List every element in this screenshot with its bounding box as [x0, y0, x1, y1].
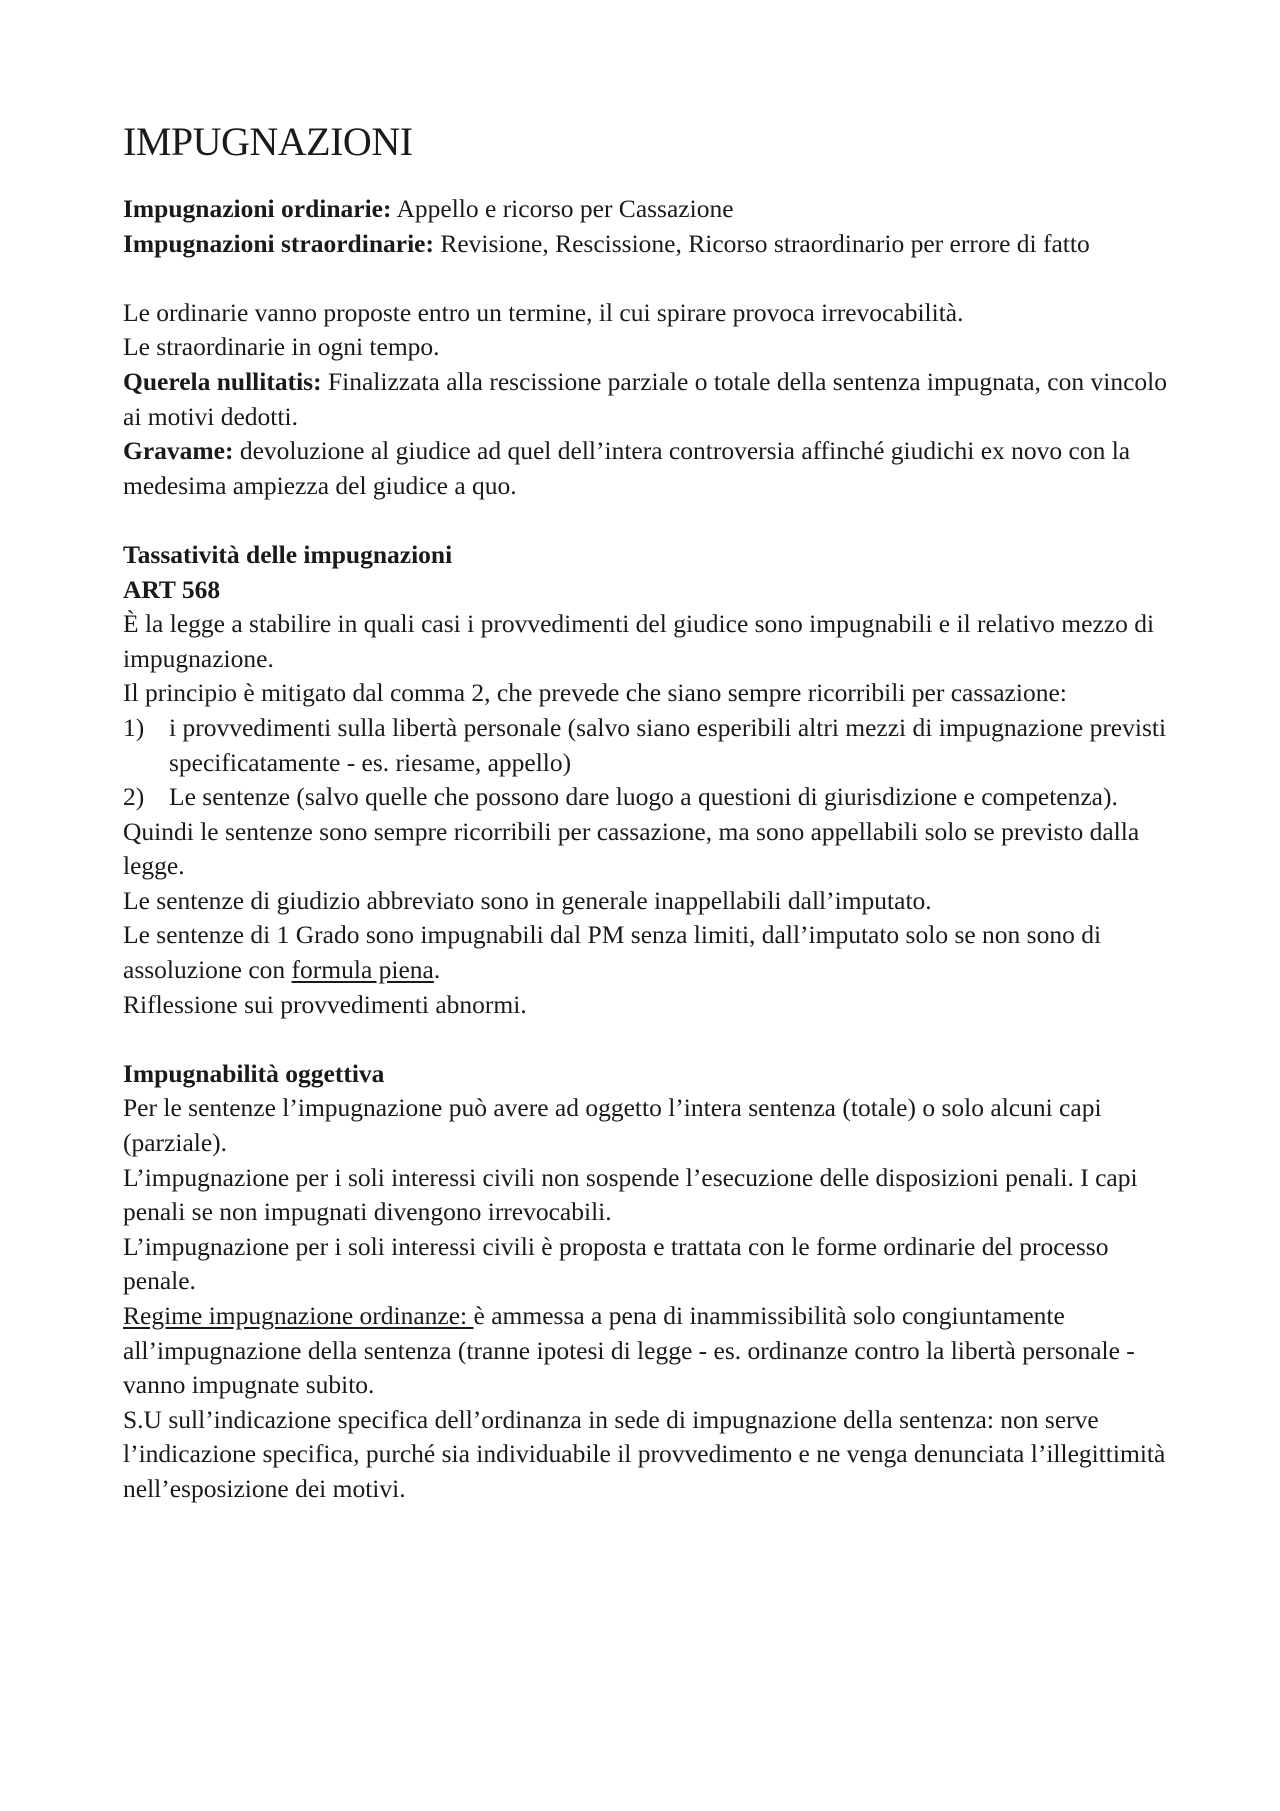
- straordinarie-text: Revisione, Rescissione, Ricorso straordinario per errore di fatto: [433, 228, 1090, 258]
- querela-text: Finalizzata alla rescissione parziale o totale della sentenza impugnata, con vincolo ai motivi dedotti.: [123, 366, 1167, 431]
- p5-end: .: [433, 955, 441, 985]
- impugnabilita-p1: Per le sentenze l’impugnazione può avere ad oggetto l’intera sentenza (totale) o solo alcuni capi (parziale).: [123, 1093, 1102, 1158]
- list-number: 1): [123, 712, 145, 742]
- querela-label: Querela nullitatis:: [123, 366, 322, 396]
- tassativita-p6: Riflessione sui provvedimenti abnormi.: [123, 989, 527, 1019]
- tassativita-p2: Il principio è mitigato dal comma 2, che prevede che siano sempre ricorribili per cassazione:: [123, 678, 1067, 708]
- ordinarie-termine: Le ordinarie vanno proposte entro un termine, il cui spirare provoca irrevocabilità.: [123, 297, 964, 327]
- regime-paragraph: [123, 1299, 1173, 1403]
- list-text: Le sentenze (salvo quelle che possono dare luogo a questioni di giurisdizione e competenza).: [169, 782, 1118, 812]
- section-heading-text: Tassatività delle impugnazioni: [123, 539, 453, 569]
- impugnabilita-p5: S.U sull’indicazione specifica dell’ordinanza in sede di impugnazione della sentenza: non serve l’indicazione specifica, purché sia individuabile il provvedimento e ne venga denunciata l’illegittimità nell’esposizione dei motivi.: [123, 1404, 1166, 1503]
- gravame-text: devoluzione al giudice ad quel dell’intera controversia affinché giudichi ex novo con la medesima ampiezza del giudice a quo.: [123, 436, 1131, 500]
- querela-paragraph: [123, 365, 1173, 434]
- section-heading-tassativita: [123, 538, 1173, 573]
- gravame-paragraph: [123, 434, 1173, 503]
- ordinarie-line: [123, 192, 1173, 227]
- impugnabilita-p2: L’impugnazione per i soli interessi civili non sospende l’esecuzione delle disposizioni penali. I capi penali se non impugnati divengono irrevocabili.: [123, 1162, 1138, 1227]
- spacer: [123, 261, 1173, 296]
- tassativita-p4: Le sentenze di giudizio abbreviato sono in generale inappellabili dall’imputato.: [123, 885, 932, 915]
- p5-text: Le sentenze di 1 Grado sono impugnabili dal PM senza limiti, dall’imputato solo se non sono di assoluzione con: [123, 920, 1102, 985]
- document-page: [123, 118, 1173, 1507]
- section-heading-text: Impugnabilità oggettiva: [123, 1058, 385, 1088]
- regime-text: è ammessa a pena di inammissibilità solo congiuntamente all’impugnazione della sentenza (tranne ipotesi di legge - es. ordinanze contro la libertà personale - vanno impugnate subito.: [123, 1301, 1135, 1400]
- list-item: [123, 780, 1173, 815]
- page-title: IMPUGNAZIONI: [123, 119, 413, 164]
- tassativita-p5: [123, 918, 1173, 987]
- section-heading-impugnabilita: [123, 1057, 1173, 1092]
- article-text: ART 568: [123, 574, 221, 604]
- impugnabilita-p3: L’impugnazione per i soli interessi civili è proposta e trattata con le forme ordinarie del processo penale.: [123, 1231, 1109, 1296]
- formula-piena-underlined: formula piena: [291, 955, 434, 985]
- regime-label-underlined: Regime impugnazione ordinanze:: [123, 1301, 474, 1330]
- list-text: i provvedimenti sulla libertà personale (salvo siano esperibili altri mezzi di impugnazione previsti specificatamente - es. riesame, appello): [169, 712, 1167, 777]
- straordinarie-line: [123, 227, 1173, 262]
- tassativita-p1: È la legge a stabilire in quali casi i provvedimenti del giudice sono impugnabili e il relativo mezzo di impugnazione.: [123, 609, 1155, 673]
- spacer: [123, 1022, 1173, 1057]
- article-number: [123, 573, 1173, 608]
- gravame-label: Gravame:: [123, 436, 234, 466]
- spacer: [123, 503, 1173, 538]
- list-item: [123, 711, 1173, 780]
- tassativita-p3: Quindi le sentenze sono sempre ricorribili per cassazione, ma sono appellabili solo se previsto dalla legge.: [123, 816, 1140, 881]
- ordinarie-label: Impugnazioni ordinarie:: [123, 194, 392, 223]
- ordinarie-text: Appello e ricorso per Cassazione: [391, 194, 734, 223]
- straordinarie-tempo: Le straordinarie in ogni tempo.: [123, 332, 440, 362]
- list-number: 2): [123, 782, 145, 812]
- straordinarie-label: Impugnazioni straordinarie:: [123, 228, 434, 258]
- ricorribili-list: [123, 711, 1173, 815]
